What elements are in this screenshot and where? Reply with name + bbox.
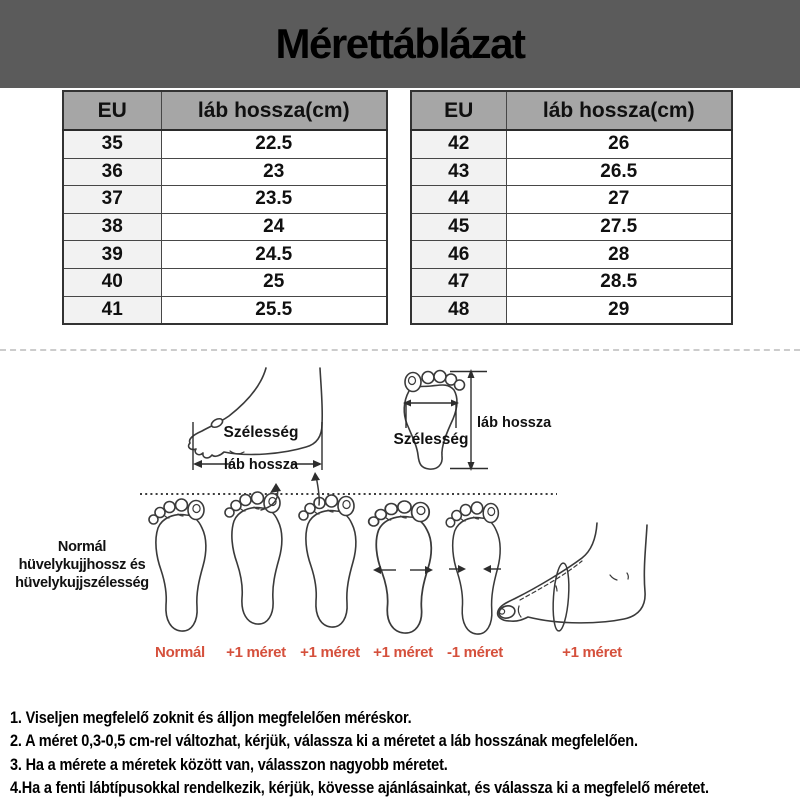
eu-cell: 46 <box>411 241 506 269</box>
eu-cell: 37 <box>63 186 161 214</box>
side-foot-measure-diagram <box>189 368 323 473</box>
footprint-narrow <box>446 502 500 634</box>
footprint-wide <box>369 501 432 633</box>
length-cell: 25.5 <box>161 296 387 324</box>
top-foot-measure-diagram <box>394 369 553 471</box>
toe-note-line3: hüvelykujjszélesség <box>15 575 149 591</box>
eu-cell: 47 <box>411 268 506 296</box>
eu-cell: 35 <box>63 130 161 158</box>
instruction-line: 3. Ha a mérete a méretek között van, válasszon nagyobb méretet. <box>10 755 448 774</box>
title-banner <box>0 0 800 88</box>
column-header-eu: EU <box>411 91 506 130</box>
instructions <box>10 707 800 801</box>
table-row <box>411 268 732 296</box>
table-row <box>63 186 387 214</box>
length-cell: 23.5 <box>161 186 387 214</box>
column-header-length: láb hossza(cm) <box>161 91 387 130</box>
column-header-eu: EU <box>63 91 161 130</box>
table-row <box>63 213 387 241</box>
eu-cell: 43 <box>411 158 506 186</box>
foot-type-label: -1 méret <box>447 644 503 661</box>
length-cell: 27.5 <box>506 213 732 241</box>
length-cell: 24.5 <box>161 241 387 269</box>
footprint-long-second-toe <box>299 495 356 627</box>
length-cell: 22.5 <box>161 130 387 158</box>
table-row <box>411 158 732 186</box>
eu-cell: 42 <box>411 130 506 158</box>
foot-type-label: +1 méret <box>562 644 622 661</box>
length-cell: 26.5 <box>506 158 732 186</box>
size-table-left <box>62 90 388 325</box>
eu-cell: 38 <box>63 213 161 241</box>
foot-type-labels <box>155 644 622 661</box>
dashed-divider <box>0 349 800 351</box>
instruction-line: 4.Ha a fenti lábtípusokkal rendelkezik, kérjük, kövesse ajánlásainkat, és válassza ki a megfelelő méretet. <box>10 779 709 798</box>
toe-note-line1: Normál <box>57 539 107 555</box>
table-row <box>411 296 732 324</box>
length-cell: 29 <box>506 296 732 324</box>
toe-note <box>15 539 149 591</box>
column-header-length: láb hossza(cm) <box>506 91 732 130</box>
eu-cell: 45 <box>411 213 506 241</box>
table-row <box>411 186 732 214</box>
table-row <box>63 268 387 296</box>
length-cell: 28 <box>506 241 732 269</box>
footprint-normal <box>149 499 206 631</box>
table-row <box>411 213 732 241</box>
eu-cell: 41 <box>63 296 161 324</box>
side-foot-instep-diagram <box>498 523 647 631</box>
table-row <box>411 241 732 269</box>
length-cell: 27 <box>506 186 732 214</box>
foot-type-label: Normál <box>155 644 205 661</box>
width-label-top: Szélesség <box>393 431 469 448</box>
table-row <box>63 296 387 324</box>
length-cell: 26 <box>506 130 732 158</box>
footprint-long-big-toe <box>225 492 282 624</box>
toe-note-line2: hüvelykujjhossz és <box>18 557 146 573</box>
size-table-right <box>410 90 733 325</box>
length-label-top: láb hossza <box>477 415 552 431</box>
length-cell: 24 <box>161 213 387 241</box>
eu-cell: 39 <box>63 241 161 269</box>
table-row <box>63 130 387 158</box>
length-cell: 25 <box>161 268 387 296</box>
eu-cell: 44 <box>411 186 506 214</box>
length-cell: 28.5 <box>506 268 732 296</box>
table-row <box>63 241 387 269</box>
length-label-side: láb hossza <box>223 457 299 473</box>
eu-cell: 36 <box>63 158 161 186</box>
length-cell: 23 <box>161 158 387 186</box>
eu-cell: 48 <box>411 296 506 324</box>
foot-measurement-diagram <box>0 355 800 700</box>
foot-type-label: +1 méret <box>226 644 286 661</box>
eu-cell: 40 <box>63 268 161 296</box>
instruction-line: 1. Viseljen megfelelő zoknit és álljon megfelelően méréskor. <box>10 709 412 727</box>
instruction-line: 2. A méret 0,3-0,5 cm-rel változhat, kérjük, válassza ki a méretet a láb hosszának megfelelően. <box>10 732 638 751</box>
width-label-side: Szélesség <box>223 424 299 441</box>
table-row <box>63 158 387 186</box>
foot-type-label: +1 méret <box>373 644 433 661</box>
page-title: Mérettáblázat <box>275 20 525 67</box>
table-row <box>411 130 732 158</box>
foot-type-label: +1 méret <box>300 644 360 661</box>
